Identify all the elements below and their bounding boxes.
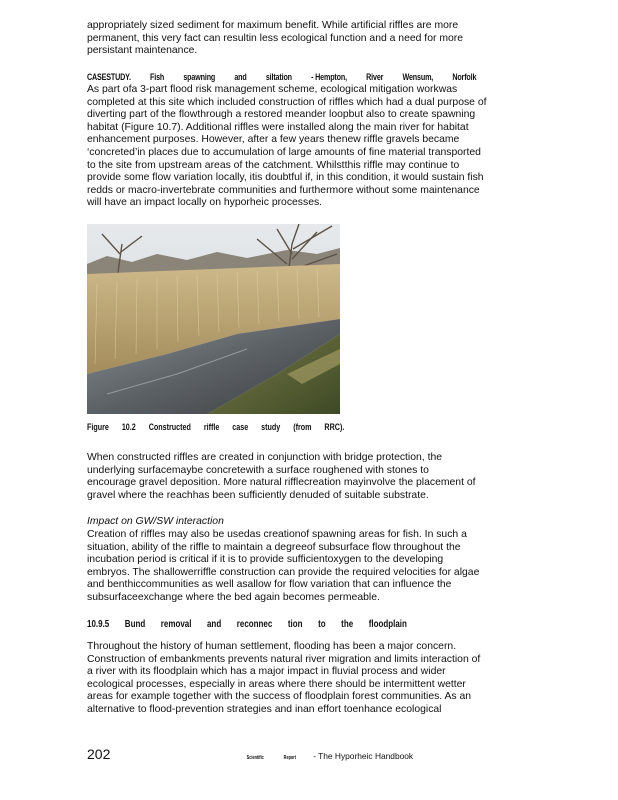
caption-word: RRC). xyxy=(324,422,345,432)
text-line: completed at this site which included construction of riffles which had a dual purpose of xyxy=(87,96,487,108)
heading-word: the xyxy=(341,619,354,630)
heading-word: siltation xyxy=(265,72,292,82)
text-line: Creation of riffles may also be usedas creationof spawning areas for fish. In such a xyxy=(87,529,467,540)
page-number: 202 xyxy=(87,746,111,762)
heading-word: floodplain xyxy=(368,619,407,630)
text-line: When constructed riffles are created in conjunction with bridge protection, the xyxy=(87,452,443,463)
heading-word: Bund xyxy=(124,619,146,630)
text-line: redds or macro-invertebrate communities and furthermore without some maintenance xyxy=(87,184,480,196)
river-riffle-photo xyxy=(87,224,340,414)
caption-word: riffle xyxy=(203,422,220,432)
section-number: 10.9.5 xyxy=(87,619,110,630)
heading-word: CASESTUDY. xyxy=(87,72,131,82)
text-line: gravel where the reachhas been sufficiently denuded of suitable substrate. xyxy=(87,489,429,501)
text-line: a river with its floodplain which has a major impact in fluvial process and wider xyxy=(87,666,446,678)
caption-word: Figure xyxy=(87,422,109,432)
caption-word: study xyxy=(261,422,281,432)
footer-report: Report xyxy=(284,755,297,761)
caption-word: 10.2 xyxy=(121,422,136,432)
text-line: incubation period is critical if it is to provide sufficientoxygen to the developing xyxy=(87,554,444,566)
paragraph-riffle-construction xyxy=(87,452,515,502)
text-line: areas for example together with the success of floodplain forest communities. As an xyxy=(87,691,472,703)
paragraph-flooding xyxy=(87,641,515,717)
text-line: Throughout the history of human settlement, flooding has been a major concern. xyxy=(87,641,457,652)
text-line: persistant maintenance. xyxy=(87,45,198,57)
heading-word: tion xyxy=(287,619,303,630)
text-line: situation, ability of the riffle to maintain a degreeof subsurface flow throughout the xyxy=(87,541,461,553)
text-line: and benthiccommunities as well asallow for flow variation that can influence the xyxy=(87,579,452,591)
text-line: habitat (Figure 10.7). Additional riffles were installed along the main river for habitat xyxy=(87,121,469,133)
text-line: provide some flow variation locally, itis doubtful if, in this condition, it would sustain fish xyxy=(87,172,484,184)
text-line: permanent, this very fact can resultin less ecological function and a need for more xyxy=(87,32,463,44)
text-line: ‘concreted’in places due to accumulation of large amounts of fine material transported xyxy=(87,146,481,158)
text-line: to the site from upstream areas of the catchment. Whilstthis riffle may continue to xyxy=(87,159,460,171)
caption-word: Constructed xyxy=(148,422,191,432)
case-study-body xyxy=(87,84,515,210)
text-line: As part ofa 3-part flood risk management scheme, ecological mitigation workwas xyxy=(87,84,458,95)
paragraph-spawning xyxy=(87,529,515,605)
text-line: will have an impact locally on hyporheic processes. xyxy=(87,197,323,209)
heading-word: removal xyxy=(160,619,192,630)
text-line: appropriately sized sediment for maximum benefit. While artificial riffles are more xyxy=(87,20,459,31)
running-footer xyxy=(243,751,413,761)
heading-word: reconnec xyxy=(236,619,273,630)
text-line: diverting part of the flowthrough a restored meander loopbut also to create spawning xyxy=(87,109,476,121)
heading-word: and xyxy=(206,619,222,630)
section-heading xyxy=(87,619,515,630)
text-line: subsurfaceexchange where the bed again becomes permeable. xyxy=(87,591,380,603)
heading-word: and xyxy=(234,72,247,82)
heading-word: River xyxy=(366,72,384,82)
footer-series: Scientific xyxy=(246,755,264,761)
case-study-heading xyxy=(87,72,477,82)
intro-paragraph xyxy=(87,20,515,58)
heading-word: - Hempton, xyxy=(311,72,347,82)
heading-word: spawning xyxy=(183,72,216,82)
subheading-text: Impact on GW/SW interaction xyxy=(87,516,224,527)
text-line: ecological processes, especially in areas where there should be intermittent wetter xyxy=(87,678,466,690)
heading-word: Fish xyxy=(150,72,165,82)
heading-word: to xyxy=(318,619,326,630)
text-line: embryos. The shallowerriffle construction can provide the required velocities for algae xyxy=(87,566,480,578)
impact-subheading xyxy=(87,516,515,529)
text-line: encourage gravel deposition. More natural rifflecreation mayinvolve the placement of xyxy=(87,477,476,489)
text-line: alternative to flood-prevention strategies and inan effort toenhance ecological xyxy=(87,703,442,715)
text-line: enhancement purposes. However, after a few years thenew riffle gravels became xyxy=(87,134,460,146)
text-line: underlying surfacemaybe concretewith a surface roughened with stones to xyxy=(87,464,429,476)
caption-word: case xyxy=(232,422,249,432)
footer-title: - The Hyporheic Handbook xyxy=(313,751,414,761)
caption-word: (from xyxy=(293,422,312,432)
text-line: Construction of embankments prevents natural river migration and limits interaction of xyxy=(87,653,481,665)
heading-word: Wensum, xyxy=(402,72,434,82)
heading-word: Norfolk xyxy=(452,72,477,82)
figure-caption xyxy=(87,422,515,432)
